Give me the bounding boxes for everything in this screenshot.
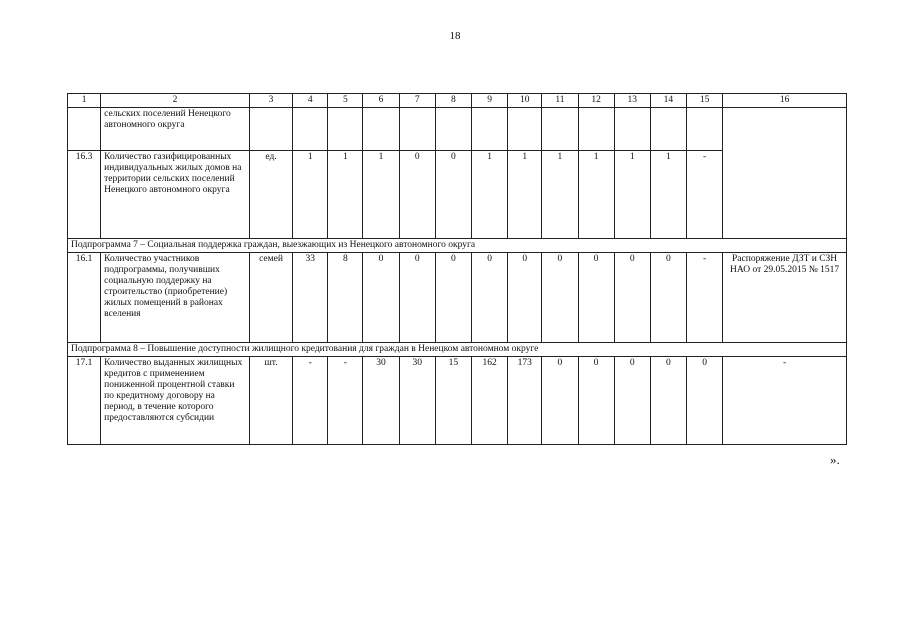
header-cell: 14 [650,94,686,108]
value-cell: 0 [363,253,399,343]
value-cell: 0 [650,357,686,445]
value-cell: 1 [542,151,578,239]
value-cell: 1 [293,151,328,239]
table-row [68,357,847,445]
value-cell: 30 [399,357,435,445]
section-title: Подпрограмма 7 – Социальная поддержка граждан, выезжающих из Ненецкого автономного округа [68,239,847,253]
unit-cell: семей [249,253,292,343]
table-row [68,108,847,151]
value-cell: 0 [471,253,507,343]
value-cell: - [687,253,723,343]
value-cell [614,108,650,151]
indicator-name-cell: Количество участников подпрограммы, получивших социальную поддержку на строительство (приобретение) жилых помещений в районах вселения [101,253,250,343]
section-row [68,343,847,357]
value-cell: 1 [508,151,542,239]
value-cell: 162 [471,357,507,445]
row-number-cell: 16.1 [68,253,101,343]
header-cell: 15 [687,94,723,108]
header-cell: 6 [363,94,399,108]
closing-quote-mark: ». [830,452,840,467]
header-cell: 12 [578,94,614,108]
value-cell [578,108,614,151]
value-cell: 1 [578,151,614,239]
value-cell: 0 [399,151,435,239]
value-cell: 1 [614,151,650,239]
value-cell [363,108,399,151]
value-cell: 173 [508,357,542,445]
table-row [68,253,847,343]
value-cell: 1 [650,151,686,239]
header-cell: 1 [68,94,101,108]
header-cell: 5 [328,94,363,108]
unit-cell [249,108,292,151]
value-cell: 15 [435,357,471,445]
note-cell [723,108,847,239]
header-cell: 11 [542,94,578,108]
header-cell: 4 [293,94,328,108]
value-cell [542,108,578,151]
value-cell: 1 [471,151,507,239]
value-cell: 0 [508,253,542,343]
value-cell: 0 [542,253,578,343]
value-cell: 0 [578,357,614,445]
value-cell: 33 [293,253,328,343]
value-cell: 0 [614,357,650,445]
value-cell: 0 [542,357,578,445]
header-cell: 3 [249,94,292,108]
value-cell: 30 [363,357,399,445]
header-cell: 2 [101,94,250,108]
row-number-cell: 17.1 [68,357,101,445]
value-cell: 8 [328,253,363,343]
unit-cell: шт. [249,357,292,445]
header-cell: 8 [435,94,471,108]
value-cell [328,108,363,151]
indicator-name-cell: Количество газифицированных индивидуальных жилых домов на территории сельских поселений Ненецкого автономного округа [101,151,250,239]
value-cell: 0 [399,253,435,343]
indicator-name-cell: сельских поселений Ненецкого автономного округа [101,108,250,151]
indicator-name-cell: Количество выданных жилищных кредитов с применением пониженной процентной ставки по кредитному договору на период, в течение которого предоставляются субсидии [101,357,250,445]
value-cell [435,108,471,151]
value-cell [471,108,507,151]
unit-cell: ед. [249,151,292,239]
header-cell: 9 [471,94,507,108]
note-cell: - [723,357,847,445]
value-cell [399,108,435,151]
value-cell: - [293,357,328,445]
value-cell: 0 [614,253,650,343]
header-cell: 13 [614,94,650,108]
value-cell: - [687,151,723,239]
value-cell [650,108,686,151]
header-row [68,94,847,108]
note-cell: Распоряжение ДЗТ и СЗН НАО от 29.05.2015 № 1517 [723,253,847,343]
row-number-cell [68,108,101,151]
value-cell: 0 [435,253,471,343]
value-cell: - [328,357,363,445]
header-cell: 10 [508,94,542,108]
section-row [68,239,847,253]
header-cell: 16 [723,94,847,108]
row-number-cell: 16.3 [68,151,101,239]
page-number: 18 [449,30,461,42]
value-cell [687,108,723,151]
header-cell: 7 [399,94,435,108]
value-cell: 1 [363,151,399,239]
value-cell: 0 [650,253,686,343]
value-cell [293,108,328,151]
indicator-table [67,93,847,445]
section-title: Подпрограмма 8 – Повышение доступности жилищного кредитования для граждан в Ненецком автономном округе [68,343,847,357]
value-cell: 0 [578,253,614,343]
value-cell: 0 [435,151,471,239]
value-cell [508,108,542,151]
value-cell: 0 [687,357,723,445]
value-cell: 1 [328,151,363,239]
